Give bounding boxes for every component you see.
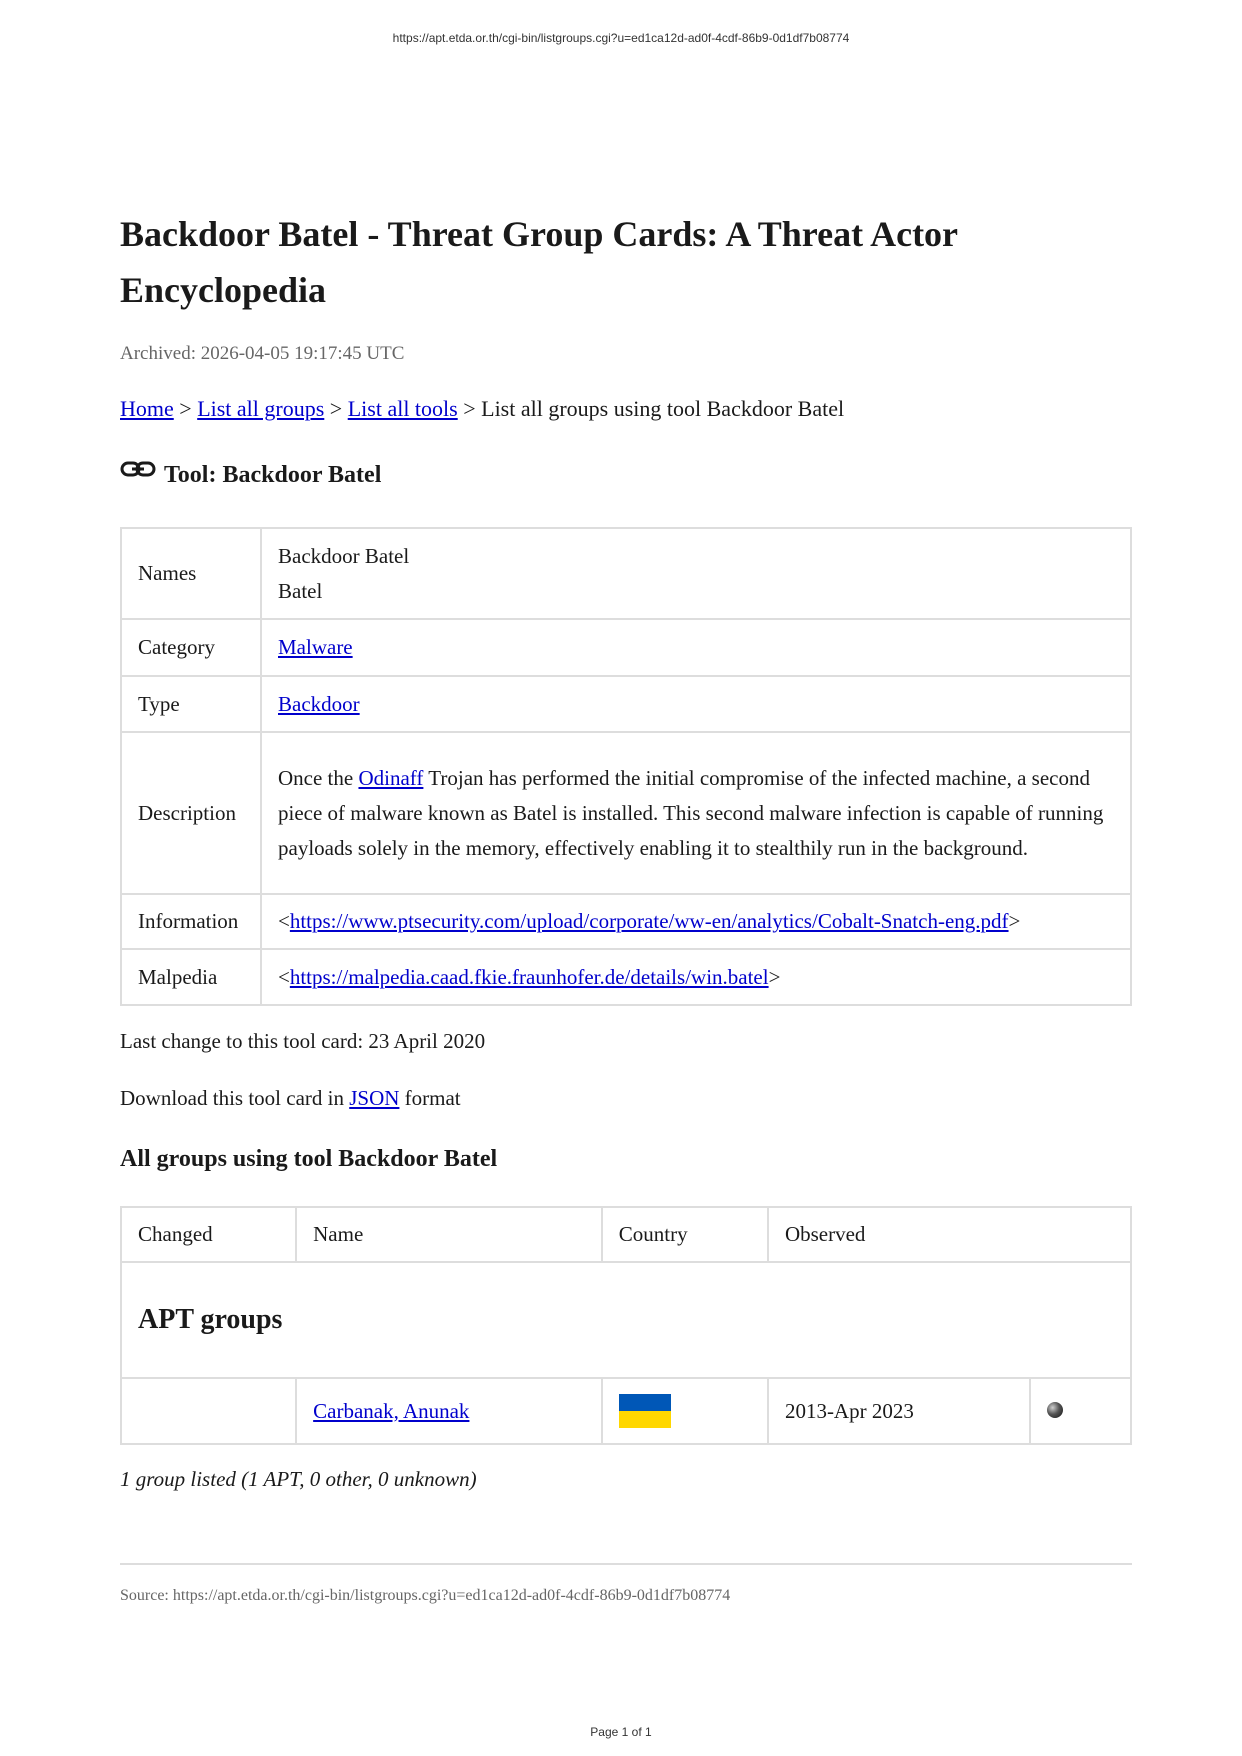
breadcrumb-separator: >: [173, 396, 198, 421]
group-name-link[interactable]: Carbanak, Anunak: [313, 1398, 470, 1423]
last-change-text: Last change to this tool card: 23 April 2020: [120, 1029, 486, 1053]
column-header-country: Country: [602, 1207, 768, 1262]
type-row: [121, 676, 1131, 732]
angle-close: >: [768, 964, 781, 989]
group-changed-cell: [121, 1378, 296, 1444]
divider: [120, 1563, 1132, 1565]
apt-section-heading: APT groups: [121, 1262, 1131, 1378]
description-text-post: Trojan has performed the initial compromise of the infected machine, a second piece of malware known as Batel is installed. This second malware infection is capable of running payloads solely in the memory, effectively enabling it to stealthily run in the background.: [278, 765, 1104, 860]
name-item: Backdoor Batel: [278, 543, 410, 568]
page-number: Page 1 of 1: [590, 1725, 652, 1739]
description-value: [261, 732, 1131, 894]
link-icon: [120, 458, 156, 482]
names-label: Names: [121, 528, 261, 619]
angle-open: <: [278, 909, 290, 933]
malpedia-link[interactable]: https://malpedia.caad.fkie.fraunhofer.de/details/win.batel: [289, 964, 769, 989]
archived-timestamp: Archived: 2026-04-05 19:17:45 UTC: [120, 343, 405, 364]
breadcrumb-separator: >: [324, 396, 348, 421]
breadcrumb-home-link[interactable]: Home: [120, 396, 174, 421]
category-value: [261, 619, 1131, 676]
page-title: Backdoor Batel - Threat Group Cards: A Threat Actor Encyclopedia: [120, 214, 958, 310]
group-status-cell: [1030, 1378, 1131, 1444]
print-header-url: https://apt.etda.or.th/cgi-bin/listgroups.cgi?u=ed1ca12d-ad0f-4cdf-86b9-0d1df7b08774: [392, 31, 850, 45]
group-country-cell: [602, 1378, 768, 1444]
groups-header-row: [121, 1207, 1131, 1262]
group-name-cell: [296, 1378, 602, 1444]
information-link[interactable]: https://www.ptsecurity.com/upload/corporate/ww-en/analytics/Cobalt-Snatch-eng.pdf: [289, 909, 1009, 933]
malpedia-row: [121, 949, 1131, 1005]
angle-open: <: [278, 964, 290, 989]
information-value: [261, 894, 1131, 949]
malpedia-value: [261, 949, 1131, 1005]
type-value: [261, 676, 1131, 732]
angle-close: >: [1008, 909, 1021, 933]
names-value: [261, 528, 1131, 619]
status-dot-icon: [1047, 1402, 1063, 1418]
category-row: [121, 619, 1131, 676]
breadcrumb: [120, 396, 844, 422]
ukraine-flag-icon: [619, 1394, 671, 1428]
groups-summary: 1 group listed (1 APT, 0 other, 0 unknown): [120, 1467, 477, 1491]
json-download-link[interactable]: JSON: [349, 1086, 400, 1110]
odinaff-link[interactable]: Odinaff: [358, 765, 424, 790]
tool-info-table: [120, 527, 1132, 1006]
table-row: [121, 1378, 1131, 1444]
names-row: [121, 528, 1131, 619]
type-label: Type: [121, 676, 261, 732]
breadcrumb-list-groups-link[interactable]: List all groups: [197, 396, 325, 421]
description-text-pre: Once the: [278, 765, 359, 790]
group-observed-cell: 2013-Apr 2023: [768, 1378, 1030, 1444]
category-link[interactable]: Malware: [278, 635, 353, 659]
groups-table: [120, 1206, 1132, 1445]
column-header-name: Name: [296, 1207, 602, 1262]
download-text-post: format: [399, 1086, 461, 1110]
breadcrumb-current: > List all groups using tool Backdoor Batel: [457, 396, 845, 421]
column-header-changed: Changed: [121, 1207, 296, 1262]
tool-heading: [120, 462, 381, 489]
download-line: [120, 1086, 461, 1111]
type-link[interactable]: Backdoor: [278, 691, 360, 716]
malpedia-label: Malpedia: [121, 949, 261, 1005]
description-row: [121, 732, 1131, 894]
column-header-observed: Observed: [768, 1207, 1131, 1262]
information-label: Information: [121, 894, 261, 949]
groups-heading: All groups using tool Backdoor Batel: [120, 1146, 498, 1172]
tool-heading-text: Tool: Backdoor Batel: [164, 462, 382, 488]
source-text: Source: https://apt.etda.or.th/cgi-bin/listgroups.cgi?u=ed1ca12d-ad0f-4cdf-86b9-0d1df7b08774: [120, 1587, 731, 1604]
breadcrumb-list-tools-link[interactable]: List all tools: [347, 396, 458, 421]
apt-section-row: [121, 1262, 1131, 1378]
description-label: Description: [121, 732, 261, 894]
category-label: Category: [121, 619, 261, 676]
download-text-pre: Download this tool card in: [120, 1086, 350, 1110]
name-item: Batel: [278, 578, 323, 603]
information-row: [121, 894, 1131, 949]
